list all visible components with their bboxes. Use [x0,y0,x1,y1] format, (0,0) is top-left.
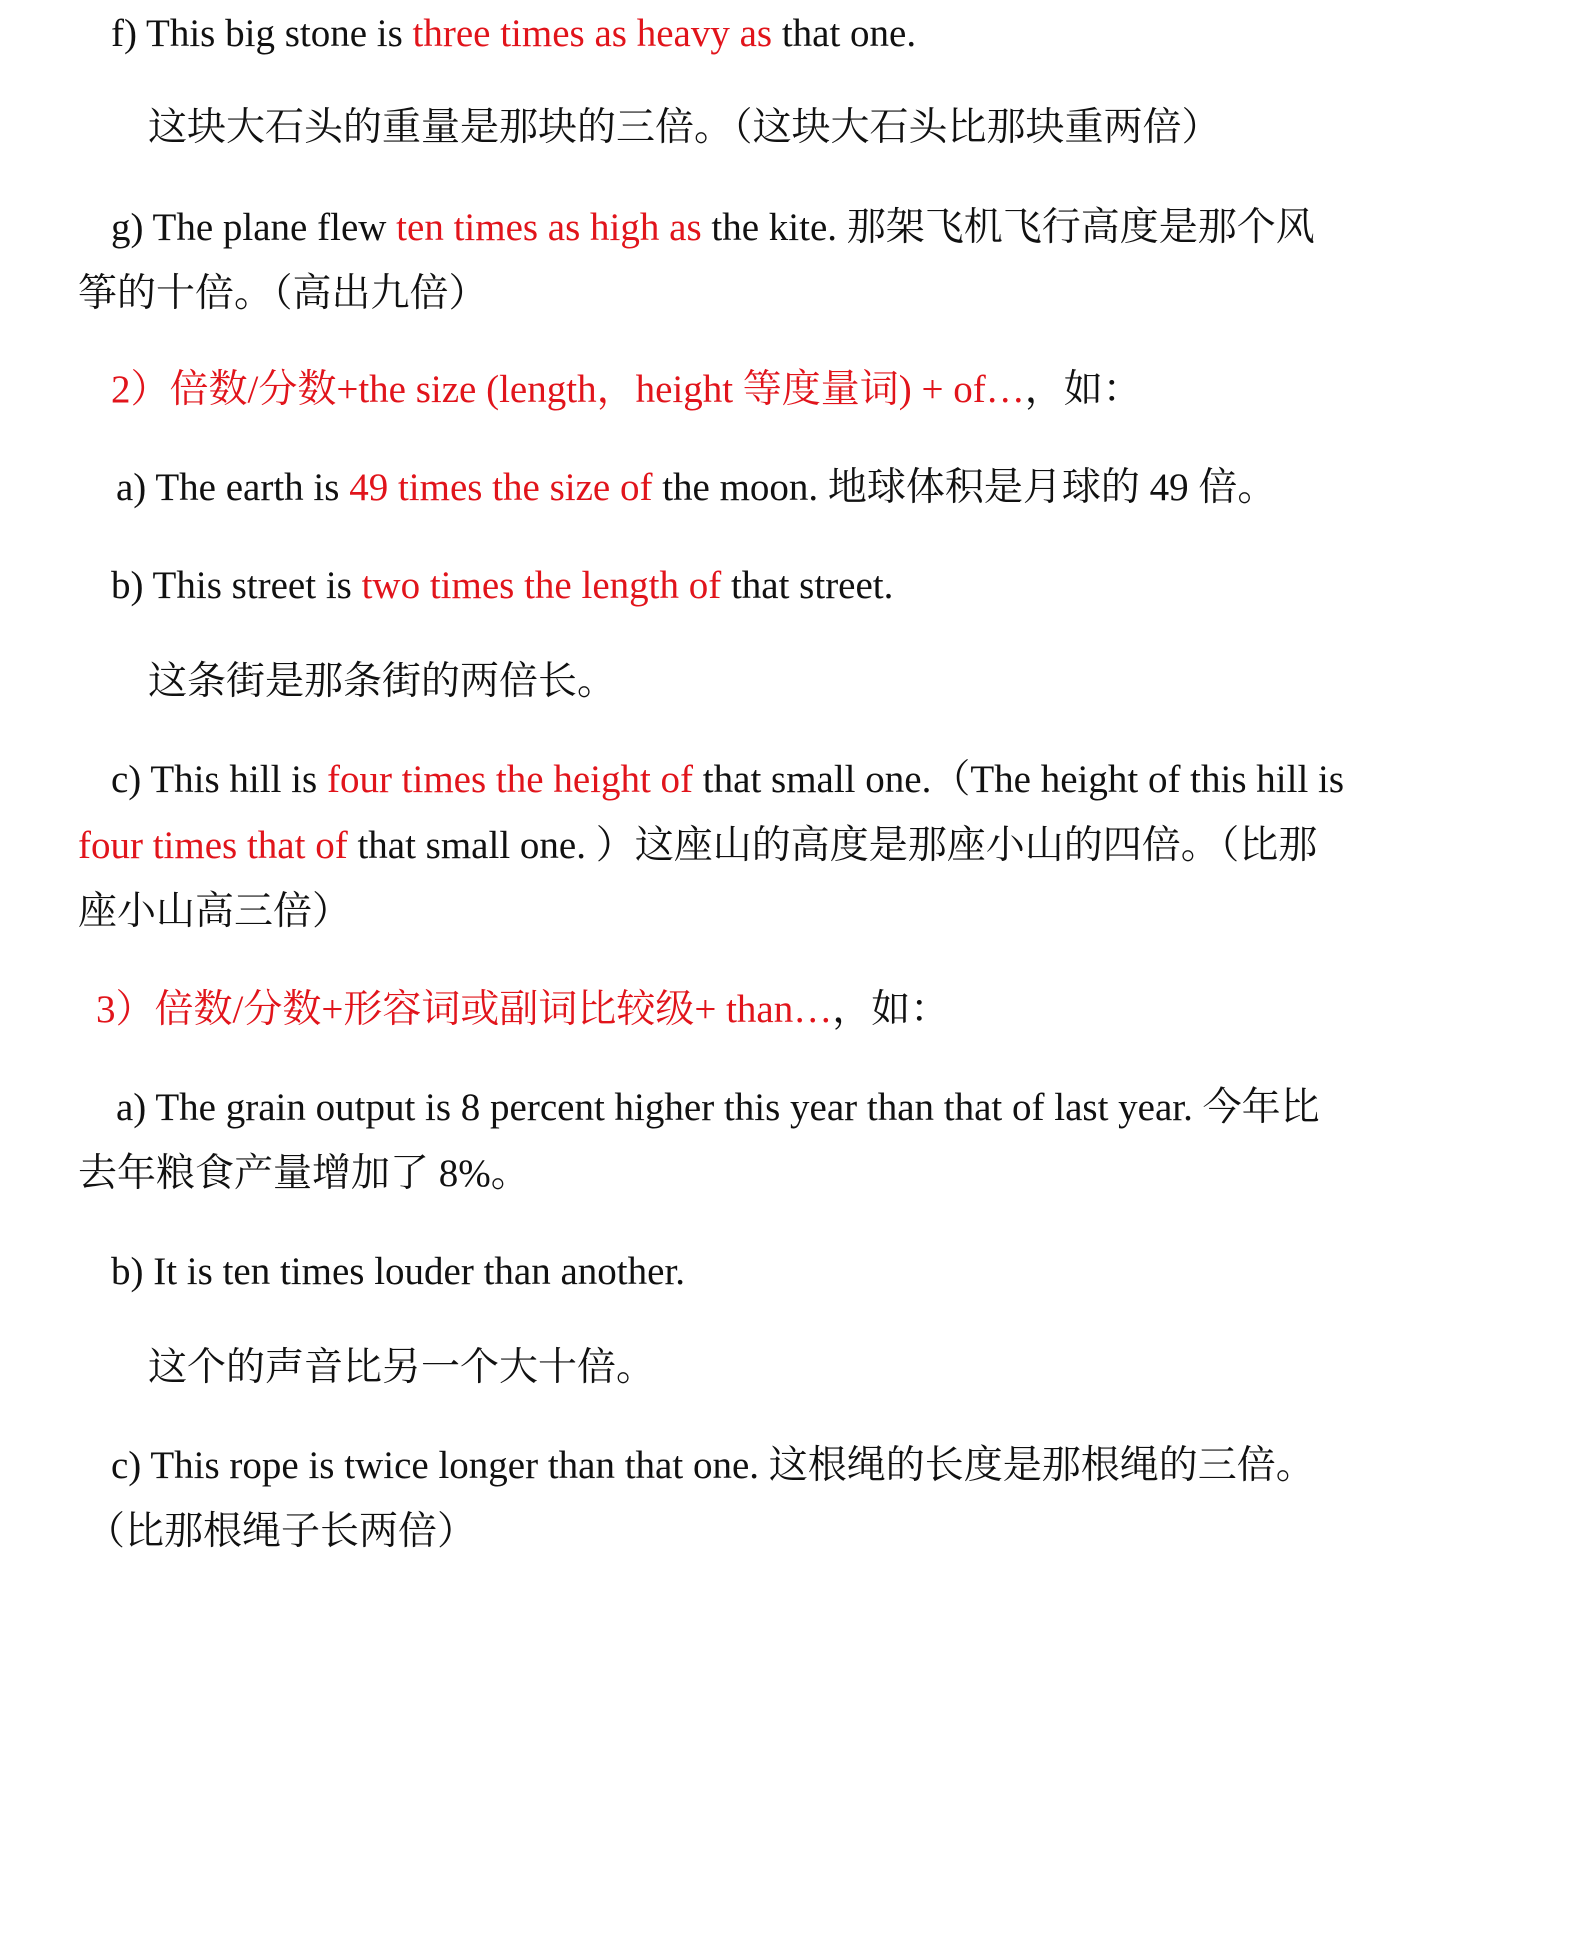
text-span: b) It is ten times louder than another. [111,1250,686,1293]
text-span: c) This rope is twice longer than that one. 这根绳的长度是那根绳的三倍。 [111,1444,1315,1487]
example-3a-continuation [78,1148,530,1200]
text-span: a) The grain output is 8 percent higher this year than that of last year. 今年比 [116,1086,1320,1129]
text-span: ，如： [832,988,950,1031]
example-2c-line [111,754,1344,806]
text-span: that one. [772,12,917,55]
example-3c-continuation [86,1506,476,1558]
example-2c-continuation [78,820,1317,872]
rule-3-heading [96,984,949,1036]
highlight-span: 49 times the size of [349,466,653,509]
example-3c-line [111,1440,1315,1492]
example-f-translation [148,102,1221,154]
text-span: g) The plane flew [111,206,397,249]
text-span: c) This hill is [111,758,327,801]
text-span: ，如： [1024,368,1142,411]
example-3b-translation [148,1342,655,1394]
highlight-span: 2）倍数/分数+the size (length，height 等度量词) + of… [111,368,1025,411]
highlight-span: four times the height of [326,758,694,801]
text-span: 这条街是那条街的两倍长。 [148,660,617,703]
text-span: 去年粮食产量增加了 8%。 [78,1152,530,1195]
text-span: a) The earth is [116,466,350,509]
example-3a-line [116,1082,1320,1134]
rule-2-heading [111,364,1142,416]
example-2b-translation [148,656,616,708]
highlight-span: ten times as high as [396,206,702,249]
highlight-span: two times the length of [361,564,722,607]
text-span: the moon. 地球体积是月球的 49 倍。 [652,466,1277,509]
text-span: 这个的声音比另一个大十倍。 [148,1346,656,1389]
example-2b-line [111,560,893,612]
highlight-span: three times as heavy as [412,12,773,55]
text-span: that small one.（The height of this hill is [693,758,1345,801]
highlight-span: four times that of [78,824,348,867]
example-2c-continuation-2 [78,886,351,938]
text-span: 座小山高三倍） [78,890,352,933]
example-f-line [111,8,916,60]
example-3b-line [111,1246,685,1298]
text-span: 筝的十倍。（高出九倍） [78,272,488,315]
text-span: b) This street is [111,564,362,607]
highlight-span: 3）倍数/分数+形容词或副词比较级+ than… [96,988,833,1031]
text-span: （比那根绳子长两倍） [86,1510,477,1553]
text-span: 这块大石头的重量是那块的三倍。（这块大石头比那块重两倍） [148,106,1221,149]
text-span: that street. [721,564,894,607]
text-span: f) This big stone is [111,12,413,55]
example-2a-line [116,462,1276,514]
text-span: that small one. ）这座山的高度是那座小山的四倍。（比那 [347,824,1318,867]
example-g-line [111,202,1315,254]
example-g-continuation [78,268,488,320]
text-span: the kite. 那架飞机飞行高度是那个风 [701,206,1315,249]
